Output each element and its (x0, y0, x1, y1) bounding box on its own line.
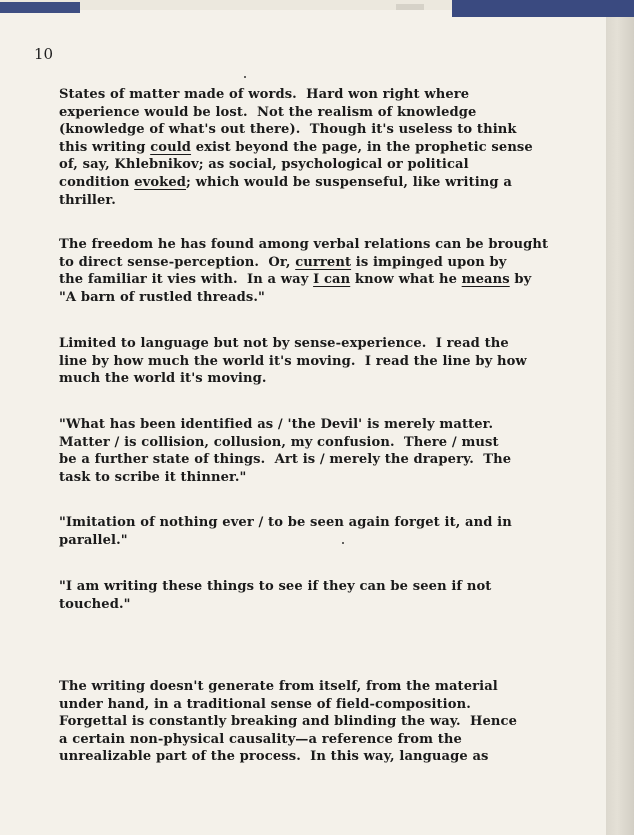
text-line (59, 370, 579, 388)
underlined-word: I can (313, 272, 351, 288)
paragraph (59, 678, 579, 766)
text-line (59, 236, 579, 254)
text-run: States of matter made of words. Hard won right where (59, 87, 470, 102)
text-run: "I am writing these things to see if they can be seen if not (59, 579, 492, 594)
text-run: by (509, 272, 532, 288)
text-run: touched." (59, 596, 131, 612)
text-run: "Imitation of nothing ever / to be seen again forget it, and in (59, 515, 512, 530)
text-line (59, 678, 579, 696)
text-run: unrealizable part of the process. In this way, language as (59, 749, 489, 765)
text-run: this writing (59, 139, 151, 155)
text-line (59, 532, 579, 550)
text-line (59, 434, 579, 452)
text-line (59, 748, 579, 766)
text-line (59, 514, 579, 532)
paragraph (59, 86, 579, 209)
text-run: exist beyond the page, in the prophetic sense (191, 139, 533, 155)
text-run: Matter / is collision, collusion, my confusion. There / must (59, 434, 499, 450)
text-run: is impinged upon by (351, 254, 507, 270)
text-run: The writing doesn't generate from itself, from the material (59, 679, 498, 694)
binding-tape-mid (396, 4, 424, 10)
text-run: line by how much the world it's moving. I read the line by how (59, 353, 527, 369)
text-line (59, 731, 579, 749)
underlined-word: means (461, 272, 510, 288)
text-line (59, 254, 579, 272)
paragraph (59, 236, 579, 306)
text-run: under hand, in a traditional sense of field-composition. (59, 696, 471, 712)
binding-tape-right (452, 0, 634, 17)
text-run: much the world it's moving. (59, 371, 267, 387)
text-run: task to scribe it thinner." (59, 469, 247, 485)
text-run: condition (59, 174, 135, 190)
text-run: be a further state of things. Art is / merely the drapery. The (59, 452, 512, 468)
ink-speck (244, 76, 246, 78)
page-edge-shadow (606, 0, 634, 835)
text-line (59, 86, 579, 104)
text-line (59, 192, 579, 210)
page-number: 10 (34, 45, 54, 63)
underlined-word: current (295, 254, 352, 270)
text-run: to direct sense-perception. Or, (59, 254, 296, 270)
text-line (59, 713, 579, 731)
text-run: "What has been identified as / 'the Devil' is merely matter. (59, 417, 494, 432)
paragraph (59, 514, 579, 549)
text-line (59, 596, 579, 614)
text-run: "A barn of rustled threads." (59, 289, 265, 305)
text-line (59, 156, 579, 174)
text-line (59, 139, 579, 157)
text-run: know what he (350, 272, 462, 288)
text-line (59, 289, 579, 307)
text-run: (knowledge of what's out there). Though it's useless to think (59, 122, 517, 138)
text-line (59, 416, 579, 434)
text-line (59, 174, 579, 192)
text-run: parallel." (59, 532, 128, 548)
text-run: ; which would be suspenseful, like writing a (186, 174, 512, 190)
text-line (59, 271, 579, 289)
text-line (59, 353, 579, 371)
text-run: Limited to language but not by sense-experience. I read the (59, 336, 509, 351)
text-run: a certain non-physical causality—a reference from the (59, 731, 462, 747)
text-run: The freedom he has found among verbal relations can be brought (59, 237, 549, 252)
paragraph (59, 578, 579, 613)
text-run: of, say, Khlebnikov; as social, psychological or political (59, 157, 469, 173)
text-run: experience would be lost. Not the realism of knowledge (59, 104, 477, 120)
text-line (59, 696, 579, 714)
paragraph (59, 335, 579, 388)
text-run: the familiar it vies with. In a way (59, 272, 314, 288)
text-line (59, 578, 579, 596)
text-run: Forgettal is constantly breaking and blinding the way. Hence (59, 714, 518, 730)
binding-tape-left (0, 2, 80, 13)
paragraph (59, 416, 579, 486)
text-line (59, 469, 579, 487)
text-line (59, 335, 579, 353)
text-line (59, 451, 579, 469)
text-run: thriller. (59, 192, 116, 208)
text-line (59, 104, 579, 122)
underlined-word: could (150, 139, 192, 155)
underlined-word: evoked (134, 174, 187, 190)
text-line (59, 121, 579, 139)
